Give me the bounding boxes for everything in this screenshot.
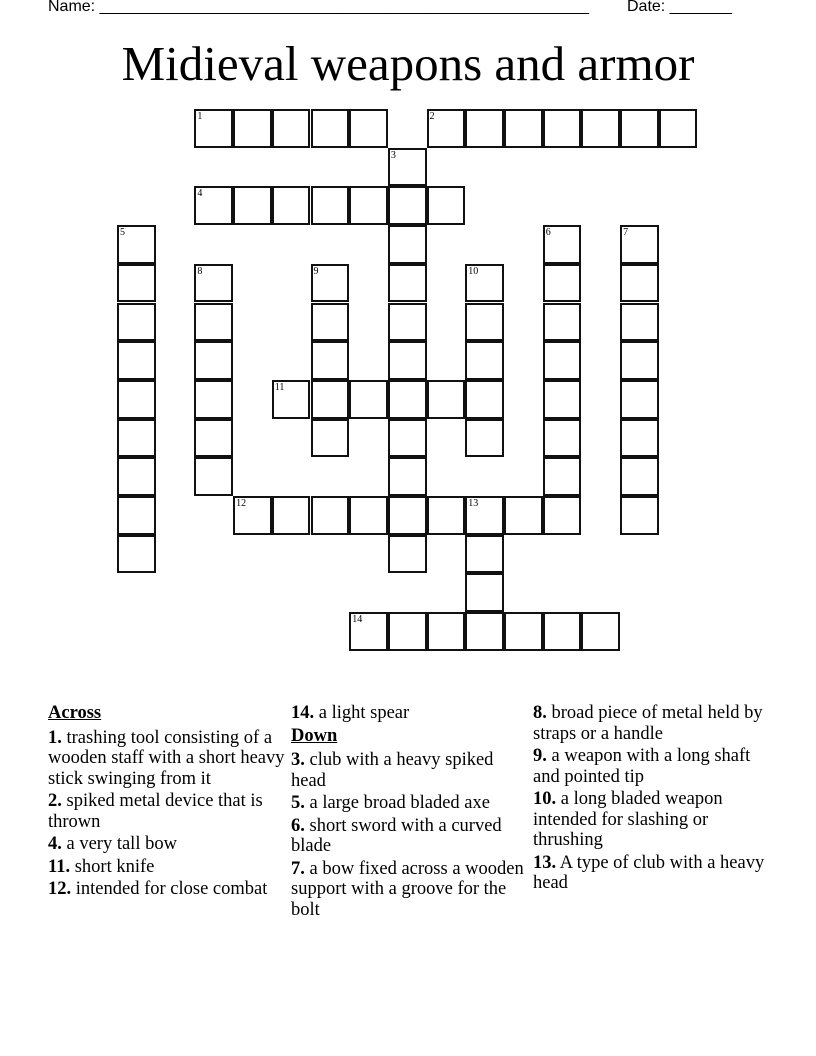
- grid-cell[interactable]: [233, 496, 272, 535]
- grid-cell[interactable]: [233, 186, 272, 225]
- grid-cell[interactable]: [543, 303, 582, 342]
- grid-cell[interactable]: [272, 380, 311, 419]
- grid-cell[interactable]: [620, 109, 659, 148]
- grid-cell[interactable]: [233, 109, 272, 148]
- clue-text: spiked metal device that is thrown: [48, 791, 263, 832]
- page-title: Midieval weapons and armor: [121, 36, 695, 91]
- grid-cell[interactable]: [272, 496, 311, 535]
- grid-cell[interactable]: [194, 264, 233, 303]
- clue-across-14: [291, 703, 531, 724]
- grid-cell[interactable]: [311, 341, 350, 380]
- clue-text: a very tall bow: [66, 834, 177, 854]
- grid-cell[interactable]: [388, 264, 427, 303]
- clue-number: 8.: [533, 703, 547, 723]
- grid-cell[interactable]: [543, 341, 582, 380]
- grid-cell[interactable]: [311, 419, 350, 458]
- clue-down-7: [291, 859, 531, 921]
- grid-cell[interactable]: [543, 457, 582, 496]
- grid-cell[interactable]: [465, 612, 504, 651]
- grid-cell[interactable]: [311, 380, 350, 419]
- clue-across-1: [48, 728, 288, 790]
- clue-down-8: [533, 703, 773, 744]
- grid-cell[interactable]: [659, 109, 698, 148]
- grid-cell[interactable]: [465, 109, 504, 148]
- clue-column-1: [48, 703, 288, 902]
- grid-cell[interactable]: [117, 380, 156, 419]
- grid-cell[interactable]: [194, 303, 233, 342]
- grid-cell[interactable]: [465, 303, 504, 342]
- grid-cell[interactable]: [465, 573, 504, 612]
- clue-text: a weapon with a long shaft and pointed tip: [533, 746, 751, 787]
- grid-cell[interactable]: [620, 419, 659, 458]
- clue-text: short knife: [74, 856, 155, 877]
- clue-text: a bow fixed across a wooden support with a groove for the bolt: [291, 858, 524, 920]
- grid-cell[interactable]: [543, 380, 582, 419]
- grid-cell[interactable]: [117, 341, 156, 380]
- clue-number: 14.: [291, 703, 315, 723]
- clue-down-13: [533, 853, 773, 894]
- clue-down-3: [291, 750, 531, 791]
- grid-cell[interactable]: [117, 419, 156, 458]
- grid-cell[interactable]: [581, 109, 620, 148]
- grid-cell[interactable]: [620, 496, 659, 535]
- grid-cell[interactable]: [272, 186, 311, 225]
- grid-cell[interactable]: [427, 380, 466, 419]
- clue-number-label: 12: [236, 498, 247, 509]
- clue-text: a long bladed weapon intended for slashing or thrushing: [533, 789, 723, 850]
- clue-text: broad piece of metal held by straps or a handle: [533, 703, 763, 744]
- across-heading: Across: [48, 703, 102, 723]
- clue-down-10: [533, 789, 773, 851]
- grid-cell[interactable]: [388, 612, 427, 651]
- grid-cell[interactable]: [388, 148, 427, 187]
- clue-across-4: [48, 834, 288, 855]
- grid-cell[interactable]: [543, 612, 582, 651]
- grid-cell[interactable]: [117, 535, 156, 574]
- grid-cell[interactable]: [620, 341, 659, 380]
- grid-cell[interactable]: [465, 341, 504, 380]
- grid-cell[interactable]: [194, 457, 233, 496]
- grid-cell[interactable]: [117, 457, 156, 496]
- down-heading: Down: [291, 725, 338, 746]
- clue-number: 10.: [533, 789, 557, 809]
- grid-cell[interactable]: [543, 419, 582, 458]
- grid-cell[interactable]: [194, 419, 233, 458]
- clue-text: trashing tool consisting of a wooden staff with a short heavy stick swinging from it: [48, 727, 285, 789]
- clue-number-label: 5: [120, 227, 125, 239]
- grid-cell[interactable]: [388, 225, 427, 264]
- grid-cell[interactable]: [465, 496, 504, 535]
- clue-number-label: 2: [429, 111, 435, 122]
- grid-cell[interactable]: [543, 496, 582, 535]
- clue-across-11: [48, 857, 288, 878]
- clue-number: 4.: [48, 834, 62, 854]
- date-field-label: Date: _______: [627, 0, 732, 15]
- grid-cell[interactable]: [504, 612, 543, 651]
- grid-cell[interactable]: [427, 186, 466, 225]
- clue-number-label: 6: [545, 227, 551, 239]
- grid-cell[interactable]: [272, 109, 311, 148]
- clue-number: 11.: [48, 856, 71, 877]
- clue-text: a light spear: [318, 703, 410, 723]
- clue-column-3: [533, 703, 773, 896]
- clue-number-label: 7: [623, 227, 629, 239]
- grid-cell[interactable]: [620, 264, 659, 303]
- grid-cell[interactable]: [388, 457, 427, 496]
- grid-cell[interactable]: [427, 612, 466, 651]
- grid-cell[interactable]: [620, 225, 659, 264]
- clue-number: 2.: [48, 791, 62, 811]
- grid-cell[interactable]: [427, 496, 466, 535]
- grid-cell[interactable]: [620, 457, 659, 496]
- clue-text: intended for close combat: [75, 879, 268, 899]
- grid-cell[interactable]: [543, 225, 582, 264]
- grid-cell[interactable]: [194, 380, 233, 419]
- grid-cell[interactable]: [465, 535, 504, 574]
- grid-cell[interactable]: [311, 186, 350, 225]
- grid-cell[interactable]: [117, 303, 156, 342]
- grid-cell[interactable]: [388, 303, 427, 342]
- grid-cell[interactable]: [465, 380, 504, 419]
- grid-cell[interactable]: [388, 186, 427, 225]
- grid-cell[interactable]: [349, 109, 388, 148]
- grid-cell[interactable]: [388, 341, 427, 380]
- grid-cell[interactable]: [388, 380, 427, 419]
- grid-cell[interactable]: [311, 303, 350, 342]
- clue-number: 12.: [48, 879, 72, 899]
- grid-cell[interactable]: [117, 496, 156, 535]
- clue-text: A type of club with a heavy head: [533, 852, 765, 893]
- grid-cell[interactable]: [504, 109, 543, 148]
- clue-number-label: 3: [390, 149, 396, 161]
- grid-cell[interactable]: [194, 109, 233, 148]
- clue-down-9: [533, 746, 773, 787]
- clue-number: 3.: [291, 750, 305, 770]
- clue-number-label: 4: [197, 188, 203, 200]
- clue-number-label: 13: [468, 498, 479, 509]
- grid-cell[interactable]: [465, 264, 504, 303]
- grid-cell[interactable]: [311, 496, 350, 535]
- clue-text: club with a heavy spiked head: [291, 750, 494, 791]
- grid-cell[interactable]: [504, 496, 543, 535]
- clue-number-label: 10: [468, 265, 479, 277]
- grid-cell[interactable]: [311, 264, 350, 303]
- clue-number: 1.: [48, 727, 62, 748]
- grid-cell[interactable]: [388, 535, 427, 574]
- grid-cell[interactable]: [465, 419, 504, 458]
- clue-number-label: 9: [313, 265, 319, 277]
- clue-number-label: 1: [197, 111, 203, 122]
- grid-cell[interactable]: [388, 419, 427, 458]
- clue-across-12: [48, 879, 288, 900]
- grid-cell[interactable]: [194, 341, 233, 380]
- clue-number: 7.: [291, 858, 305, 879]
- clue-number: 13.: [533, 852, 557, 873]
- clue-down-5: [291, 793, 531, 814]
- clue-across-2: [48, 791, 288, 832]
- clue-number: 6.: [291, 815, 305, 836]
- grid-cell[interactable]: [311, 109, 350, 148]
- clue-text: short sword with a curved blade: [291, 815, 502, 856]
- clue-text: a large broad bladed axe: [309, 793, 490, 813]
- clue-number: 9.: [533, 746, 547, 766]
- clue-number-label: 11: [274, 381, 285, 393]
- grid-cell[interactable]: [581, 612, 620, 651]
- grid-cell[interactable]: [388, 496, 427, 535]
- clue-column-2: [291, 703, 531, 922]
- clue-down-6: [291, 816, 531, 857]
- grid-cell[interactable]: [620, 380, 659, 419]
- grid-cell[interactable]: [194, 186, 233, 225]
- grid-cell[interactable]: [117, 264, 156, 303]
- grid-cell[interactable]: [349, 612, 388, 651]
- grid-cell[interactable]: [349, 186, 388, 225]
- grid-cell[interactable]: [620, 303, 659, 342]
- grid-cell[interactable]: [427, 109, 466, 148]
- grid-cell[interactable]: [543, 264, 582, 303]
- clue-number-label: 8: [197, 265, 203, 277]
- grid-cell[interactable]: [349, 496, 388, 535]
- clue-number: 5.: [291, 793, 305, 813]
- grid-cell[interactable]: [117, 225, 156, 264]
- name-field-label: Name: _______________________________________________________: [48, 0, 589, 15]
- clue-number-label: 14: [352, 614, 363, 626]
- grid-cell[interactable]: [349, 380, 388, 419]
- grid-cell[interactable]: [543, 109, 582, 148]
